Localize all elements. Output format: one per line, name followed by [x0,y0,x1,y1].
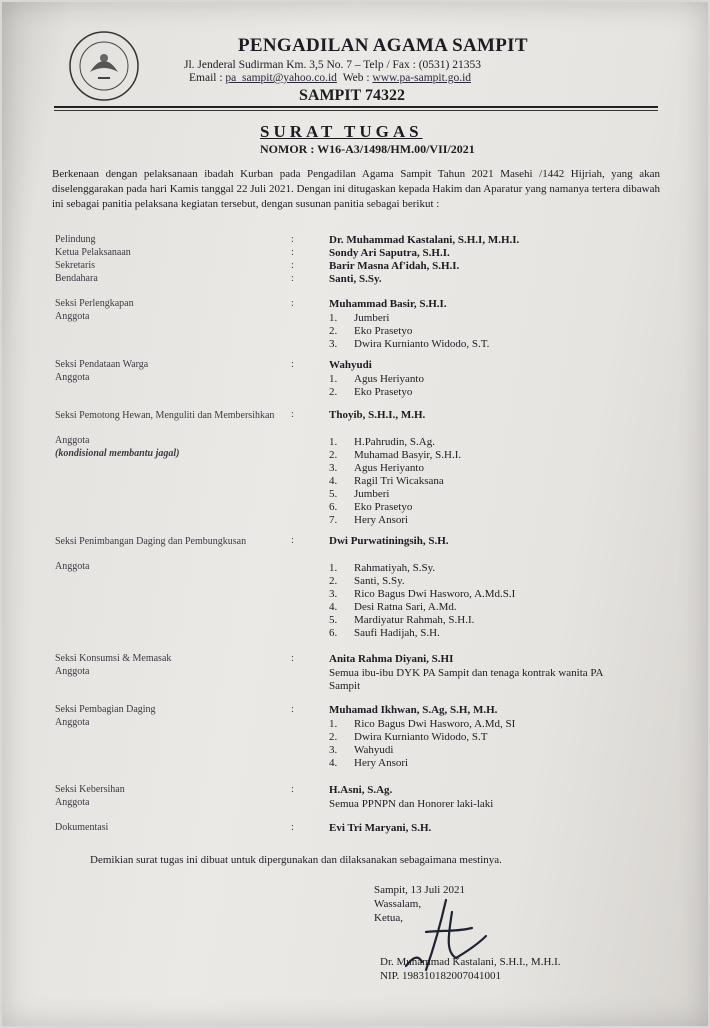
list-number: 2. [329,449,338,461]
lead-penimbangan: Dwi Purwatiningsih, S.H. [329,535,449,547]
label-anggota: Anggota [55,311,90,322]
label-anggota: Anggota [55,435,90,446]
lead-konsumsi: Anita Rahma Diyani, S.HI [329,653,454,665]
name-pelindung: Dr. Muhammad Kastalani, S.H.I, M.H.I. [329,234,520,246]
salutation: Wassalam, [374,898,422,910]
letterhead-rule-thin [54,110,658,111]
member-item: Mardiyatur Rahmah, S.H.I. [354,614,475,626]
label-pendataan: Seksi Pendataan Warga [55,359,149,370]
colon: : [291,653,294,664]
lead-pendataan: Wahyudi [329,359,372,371]
list-number: 2. [329,575,338,587]
member-item: Jumberi [354,312,390,324]
colon: : [291,260,294,271]
colon: : [291,298,294,309]
web-link[interactable]: www.pa-sampit.go.id [372,72,472,84]
member-item: Agus Heriyanto [354,373,424,385]
list-number: 1. [329,562,338,574]
closing-statement: Demikian surat tugas ini dibuat untuk dipergunakan dan dilaksanakan sebagaimana mestinya. [90,854,502,866]
list-number: 5. [329,614,338,626]
member-item: Eko Prasetyo [354,386,413,398]
document-page [2,2,708,1026]
list-number: 5. [329,488,338,500]
label-pembagian: Seksi Pembagian Daging [55,704,156,715]
signer-name: Dr. Muhammad Kastalani, S.H.I., M.H.I. [380,956,561,968]
place-date: Sampit, 13 Juli 2021 [374,884,466,896]
member-item: Wahyudi [354,744,394,756]
court-seal-logo [68,30,140,102]
colon: : [291,784,294,795]
member-item: Muhamad Basyir, S.H.I. [354,449,462,461]
label-pelindung: Pelindung [55,234,96,245]
member-item: Dwira Kurnianto Widodo, S.T. [354,338,490,350]
city-zip: SAMPIT 74322 [299,87,405,104]
label-pemotong: Seksi Pemotong Hewan, Menguliti dan Membersihkan [55,410,275,421]
member-item: Eko Prasetyo [354,325,413,337]
colon: : [291,247,294,258]
member-item: Rico Bagus Dwi Hasworo, A.Md.S.I [354,588,516,600]
member-item: Hery Ansori [354,757,409,769]
list-number: 1. [329,373,338,385]
colon: : [291,234,294,245]
list-number: 6. [329,627,338,639]
konsumsi-members: Semua ibu-ibu DYK PA Sampit dan tenaga kontrak wanita PA [329,667,604,679]
contact-line [189,72,471,84]
kebersihan-members: Semua PPNPN dan Honorer laki-laki [329,798,494,810]
name-bendahara: Santi, S.Sy. [329,273,382,285]
name-ketua: Sondy Ari Saputra, S.H.I. [329,247,450,259]
document-title: SURAT TUGAS [260,122,423,141]
label-kondisional: (kondisional membantu jagal) [55,448,180,459]
email-link[interactable]: pa_sampit@yahoo.co.id [225,72,337,84]
signer-position: Ketua, [374,912,404,924]
list-number: 2. [329,386,338,398]
member-item: Jumberi [354,488,390,500]
list-number: 1. [329,436,338,448]
name-sekretaris: Barir Masna Af'idah, S.H.I. [329,260,460,272]
lead-kebersihan: H.Asni, S.Ag. [329,784,393,796]
konsumsi-members-cont: Sampit [329,680,361,692]
list-number: 1. [329,718,338,730]
email-label: Email : [189,72,223,84]
list-number: 3. [329,744,338,756]
member-item: Rico Bagus Dwi Hasworo, A.Md, SI [354,718,516,730]
list-number: 2. [329,731,338,743]
label-penimbangan: Seksi Penimbangan Daging dan Pembungkusan [55,536,247,547]
member-item: Hery Ansori [354,514,409,526]
list-number: 3. [329,588,338,600]
label-kebersihan: Seksi Kebersihan [55,784,125,795]
member-item: Ragil Tri Wicaksana [354,475,444,487]
label-anggota: Anggota [55,666,90,677]
member-item: Agus Heriyanto [354,462,424,474]
member-item: Desi Ratna Sari, A.Md. [354,601,457,613]
list-number: 4. [329,601,338,613]
member-item: H.Pahrudin, S.Ag. [354,436,435,448]
member-item: Eko Prasetyo [354,501,413,513]
label-bendahara: Bendahara [55,273,98,284]
lead-perlengkapan: Muhammad Basir, S.H.I. [329,298,447,310]
colon: : [291,704,294,715]
address-line: Jl. Jenderal Sudirman Km. 3,5 No. 7 – Telp / Fax : (0531) 21353 [184,59,481,71]
institution-name: PENGADILAN AGAMA SAMPIT [238,35,528,56]
label-anggota: Anggota [55,372,90,383]
handwritten-signature [386,892,506,982]
label-dokumentasi: Dokumentasi [55,822,109,833]
label-ketua: Ketua Pelaksanaan [55,247,131,258]
member-item: Rahmatiyah, S.Sy. [354,562,436,574]
list-number: 6. [329,501,338,513]
member-item: Santi, S.Sy. [354,575,405,587]
label-sekretaris: Sekretaris [55,260,95,271]
colon: : [291,535,294,546]
colon: : [291,273,294,284]
list-number: 3. [329,462,338,474]
member-item: Dwira Kurnianto Widodo, S.T [354,731,488,743]
label-anggota: Anggota [55,717,90,728]
colon: : [291,822,294,833]
list-number: 1. [329,312,338,324]
signer-nip: NIP. 198310182007041001 [380,970,502,982]
label-anggota: Anggota [55,797,90,808]
web-label: Web : [342,72,370,84]
letterhead-rule [54,106,658,108]
document-number: NOMOR : W16-A3/1498/HM.00/VII/2021 [260,142,475,156]
label-anggota: Anggota [55,561,90,572]
intro-paragraph: Berkenaan dengan pelaksanaan ibadah Kurban pada Pengadilan Agama Sampit Tahun 2021 Masehi /1442 Hijriah, yang akan diselenggarakan pada hari Kamis tanggal 22 Juli 2021. Dengan ini ditugaskan kepada Hakim dan Aparatur yang namanya tertera dibawah ini sebagai panitia pelaksana kegiatan tersebut, dengan susunan panitia sebagai berikut : [52,168,660,210]
colon: : [291,409,294,420]
list-number: 7. [329,514,338,526]
member-item: Saufi Hadijah, S.H. [354,627,440,639]
label-perlengkapan: Seksi Perlengkapan [55,298,134,309]
list-number: 3. [329,338,338,350]
name-dokumentasi: Evi Tri Maryani, S.H. [329,822,432,834]
colon: : [291,359,294,370]
lead-pemotong: Thoyib, S.H.I., M.H. [329,409,426,421]
list-number: 2. [329,325,338,337]
label-konsumsi: Seksi Konsumsi & Memasak [55,653,172,664]
lead-pembagian: Muhamad Ikhwan, S.Ag, S.H, M.H. [329,704,498,716]
list-number: 4. [329,475,338,487]
list-number: 4. [329,757,338,769]
